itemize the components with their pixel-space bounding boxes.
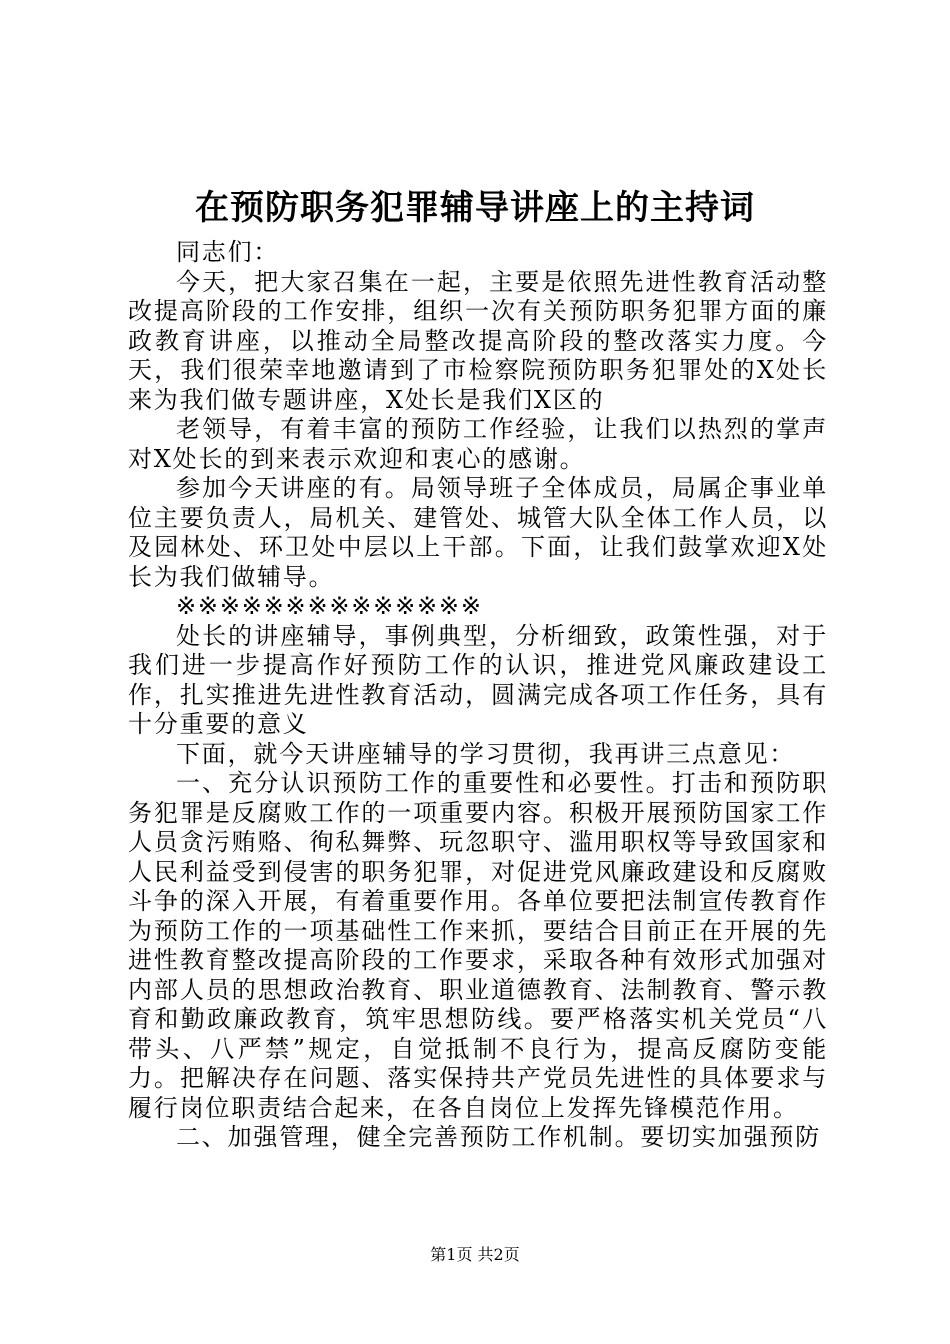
- paragraph-intro: 今天，把大家召集在一起，主要是依照先进性教育活动整改提高阶段的工作安排，组织一次有关预防职务犯罪方面的廉政教育讲座，以推动全局整改提高阶段的整改落实力度。今天，我们很荣幸地邀请到了市检察院预防职务犯罪处的X处长来为我们做专题讲座，X处长是我们X区的: [128, 267, 828, 414]
- paragraph-greeting: 同志们：: [176, 238, 280, 266]
- paragraph-point-two: 二、加强管理，健全完善预防工作机制。要切实加强预防: [176, 1123, 821, 1151]
- paragraph-attendees: 参加今天讲座的有。局领导班子全体成员，局属企事业单位主要负责人，局机关、建管处、城管大队全体工作人员，以及园林处、环卫处中层以上干部。下面，让我们鼓掌欢迎X处长为我们做辅导。: [128, 474, 828, 591]
- document-body: [128, 238, 828, 1153]
- paragraph-summary: 处长的讲座辅导，事例典型，分析细致，政策性强，对于我们进一步提高作好预防工作的认识，推进党风廉政建设工作，扎实推进先进性教育活动，圆满完成各项工作任务，具有十分重要的意义: [128, 621, 828, 738]
- paragraph-point-one: 一、充分认识预防工作的重要性和必要性。打击和预防职务犯罪是反腐败工作的一项重要内容。积极开展预防国家工作人员贪污贿赂、徇私舞弊、玩忽职守、滥用职权等导致国家和人民利益受到侵害的职务犯罪，对促进党风廉政建设和反腐败斗争的深入开展，有着重要作用。各单位要把法制宣传教育作为预防工作的一项基础性工作来抓，要结合目前正在开展的先进性教育整改提高阶段的工作要求，采取各种有效形式加强对内部人员的思想政治教育、职业道德教育、法制教育、警示教育和勤政廉政教育，筑牢思想防线。要严格落实机关党员“八带头、八严禁”规定，自觉抵制不良行为，提高反腐防变能力。把解决存在问题、落实保持共产党员先进性的具体要求与履行岗位职责结合起来，在各自岗位上发挥先锋模范作用。: [128, 769, 828, 1122]
- paragraph-separator: ※※※※※※※※※※※※※※: [176, 592, 483, 620]
- page-footer: 第1页 共2页: [430, 1245, 520, 1264]
- paragraph-transition: 下面，就今天讲座辅导的学习贯彻，我再讲三点意见：: [176, 739, 796, 768]
- document-title: 在预防职务犯罪辅导讲座上的主持词: [195, 188, 755, 228]
- paragraph-welcome: 老领导，有着丰富的预防工作经验，让我们以热烈的掌声对X处长的到来表示欢迎和衷心的感谢。: [128, 415, 828, 473]
